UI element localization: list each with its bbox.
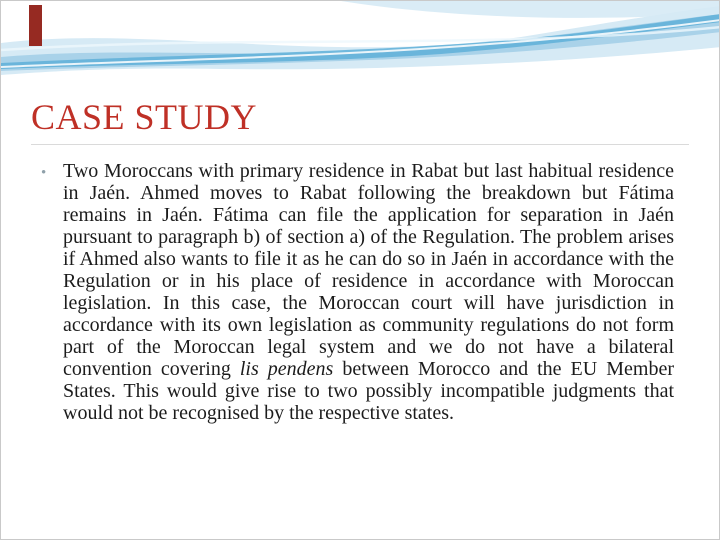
paragraph-text-after-italic: between Morocco and the EU Member States. This would give rise to two possibly incompatible judgments that would not be recognised by the respective states. — [63, 358, 674, 425]
wave-graphic — [1, 1, 720, 89]
title-divider — [31, 144, 689, 145]
red-accent-bar — [29, 5, 42, 46]
case-study-paragraph — [63, 160, 674, 424]
paragraph-italic-phrase: lis pendens — [239, 358, 334, 381]
header-wave-decoration — [1, 1, 720, 89]
paragraph-text-before-italic: Two Moroccans with primary residence in Rabat but last habitual residence in Jaén. Ahmed moves to Rabat following the breakdown but Fátima remains in Jaén. Fátima can file the application for separation in Jaén pursuant to paragraph b) of section a) of the Regulation. The problem arises if Ahmed also wants to file it as he can do so in Jaén in accordance with the Regulation or in his place of residence in accordance with Moroccan legislation. In this case, the Moroccan court will have jurisdiction in accordance with its own legislation as community regulations do not form part of the Moroccan legal system and we do not have a bilateral convention covering — [63, 160, 674, 381]
bullet-marker: • — [41, 165, 47, 182]
slide-title: CASE STUDY — [31, 97, 258, 137]
slide-body — [41, 160, 674, 424]
